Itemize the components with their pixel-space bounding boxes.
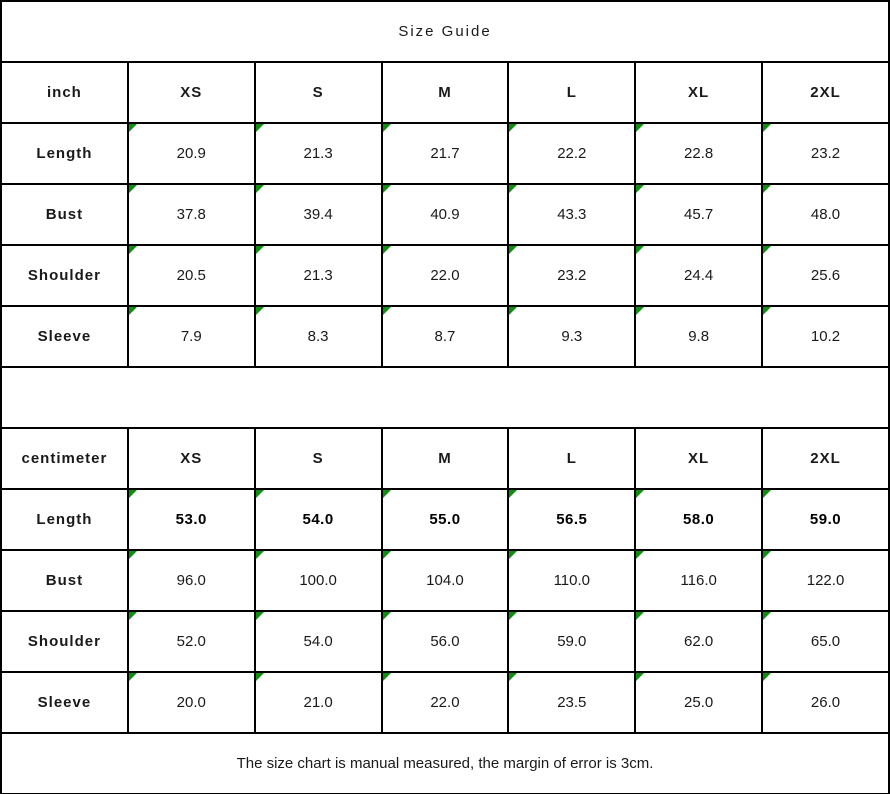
cell-corner-flag-icon (763, 124, 771, 132)
measurement-cell (128, 489, 255, 550)
measurement-value: 65.0 (810, 633, 841, 650)
cell-corner-flag-icon (763, 551, 771, 559)
cell-corner-flag-icon (636, 307, 644, 315)
size-header-2xl: 2XL (762, 62, 889, 123)
measurement-value: 96.0 (176, 572, 206, 589)
measurement-value: 10.2 (810, 328, 841, 345)
measurement-cell (382, 306, 509, 367)
row-label-length: Length (1, 489, 128, 550)
measurement-value: 8.3 (307, 328, 329, 345)
measurement-value: 59.0 (557, 633, 587, 650)
cell-corner-flag-icon (383, 612, 391, 620)
cell-corner-flag-icon (509, 307, 517, 315)
footer-note: The size chart is manual measured, the margin of error is 3cm. (1, 733, 889, 794)
measurement-cell (762, 672, 889, 733)
measurement-value: 59.0 (809, 511, 842, 528)
row-label-sleeve: Sleeve (1, 306, 128, 367)
size-header-xl: XL (635, 62, 762, 123)
cell-corner-flag-icon (383, 673, 391, 681)
measurement-cell (382, 672, 509, 733)
cell-corner-flag-icon (256, 124, 264, 132)
measurement-value: 23.5 (557, 694, 587, 711)
cell-corner-flag-icon (509, 246, 517, 254)
spacer-row (1, 367, 889, 428)
cell-corner-flag-icon (636, 673, 644, 681)
cell-corner-flag-icon (256, 246, 264, 254)
row-label-length: Length (1, 123, 128, 184)
cell-corner-flag-icon (763, 490, 771, 498)
measurement-cell (128, 123, 255, 184)
measurement-value: 8.7 (434, 328, 456, 345)
measurement-cell (762, 245, 889, 306)
size-header-m: M (382, 428, 509, 489)
measurement-value: 56.5 (556, 511, 588, 528)
measurement-cell (508, 123, 635, 184)
cell-corner-flag-icon (763, 612, 771, 620)
cell-corner-flag-icon (383, 551, 391, 559)
measurement-cell (128, 184, 255, 245)
cell-corner-flag-icon (129, 185, 137, 193)
data-row-inch-shoulder (1, 245, 889, 306)
measurement-value: 116.0 (680, 572, 717, 589)
measurement-value: 54.0 (302, 511, 334, 528)
measurement-cell (635, 672, 762, 733)
measurement-cell (635, 611, 762, 672)
measurement-cell (635, 184, 762, 245)
measurement-value: 53.0 (175, 511, 207, 528)
data-row-centimeter-shoulder (1, 611, 889, 672)
measurement-cell (635, 245, 762, 306)
measurement-value: 54.0 (303, 633, 333, 650)
measurement-value: 104.0 (426, 572, 464, 589)
cell-corner-flag-icon (383, 124, 391, 132)
measurement-cell (255, 550, 382, 611)
cell-corner-flag-icon (509, 673, 517, 681)
cell-corner-flag-icon (256, 307, 264, 315)
measurement-cell (382, 245, 509, 306)
size-header-2xl: 2XL (762, 428, 889, 489)
cell-corner-flag-icon (256, 612, 264, 620)
measurement-value: 55.0 (429, 511, 461, 528)
measurement-value: 40.9 (430, 206, 460, 223)
measurement-cell (762, 306, 889, 367)
data-row-centimeter-sleeve (1, 672, 889, 733)
measurement-cell (508, 306, 635, 367)
measurement-cell (255, 306, 382, 367)
measurement-cell (508, 550, 635, 611)
cell-corner-flag-icon (129, 246, 137, 254)
row-label-bust: Bust (1, 184, 128, 245)
cell-corner-flag-icon (636, 612, 644, 620)
size-header-l: L (508, 62, 635, 123)
row-label-bust: Bust (1, 550, 128, 611)
measurement-cell (762, 550, 889, 611)
cell-corner-flag-icon (256, 185, 264, 193)
data-row-inch-bust (1, 184, 889, 245)
size-header-xs: XS (128, 428, 255, 489)
measurement-value: 39.4 (303, 206, 333, 223)
cell-corner-flag-icon (509, 551, 517, 559)
data-row-centimeter-length (1, 489, 889, 550)
cell-corner-flag-icon (383, 246, 391, 254)
cell-corner-flag-icon (509, 185, 517, 193)
measurement-cell (762, 123, 889, 184)
row-label-shoulder: Shoulder (1, 245, 128, 306)
measurement-cell (762, 489, 889, 550)
measurement-cell (382, 489, 509, 550)
measurement-value: 100.0 (299, 572, 337, 589)
cell-corner-flag-icon (636, 124, 644, 132)
cell-corner-flag-icon (763, 246, 771, 254)
measurement-value: 23.2 (810, 145, 841, 162)
measurement-value: 25.6 (810, 267, 841, 284)
cell-corner-flag-icon (256, 673, 264, 681)
measurement-cell (128, 672, 255, 733)
footer-row (1, 733, 889, 794)
measurement-cell (128, 611, 255, 672)
cell-corner-flag-icon (129, 673, 137, 681)
measurement-cell (382, 550, 509, 611)
measurement-value: 43.3 (557, 206, 587, 223)
measurement-value: 45.7 (684, 206, 714, 223)
size-header-xs: XS (128, 62, 255, 123)
measurement-cell (255, 184, 382, 245)
measurement-value: 24.4 (684, 267, 714, 284)
measurement-cell (382, 184, 509, 245)
measurement-value: 20.9 (176, 145, 206, 162)
measurement-value: 7.9 (180, 328, 202, 345)
measurement-cell (508, 672, 635, 733)
measurement-value: 21.3 (303, 145, 333, 162)
cell-corner-flag-icon (636, 185, 644, 193)
header-row-centimeter (1, 428, 889, 489)
measurement-value: 21.0 (303, 694, 333, 711)
cell-corner-flag-icon (636, 246, 644, 254)
measurement-value: 52.0 (176, 633, 206, 650)
row-label-sleeve: Sleeve (1, 672, 128, 733)
measurement-cell (508, 611, 635, 672)
measurement-value: 21.3 (303, 267, 333, 284)
measurement-value: 25.0 (684, 694, 714, 711)
data-row-inch-sleeve (1, 306, 889, 367)
measurement-cell (635, 123, 762, 184)
row-label-shoulder: Shoulder (1, 611, 128, 672)
measurement-cell (255, 245, 382, 306)
cell-corner-flag-icon (636, 490, 644, 498)
size-guide-table-body (1, 1, 889, 794)
measurement-cell (635, 489, 762, 550)
measurement-value: 122.0 (806, 572, 845, 589)
measurement-value: 20.5 (176, 267, 206, 284)
size-header-s: S (255, 428, 382, 489)
measurement-cell (382, 123, 509, 184)
page-title: Size Guide (1, 1, 889, 62)
cell-corner-flag-icon (129, 307, 137, 315)
measurement-value: 21.7 (430, 145, 460, 162)
cell-corner-flag-icon (129, 490, 137, 498)
measurement-cell (508, 184, 635, 245)
cell-corner-flag-icon (129, 612, 137, 620)
measurement-value: 62.0 (684, 633, 714, 650)
size-header-m: M (382, 62, 509, 123)
measurement-value: 48.0 (810, 206, 841, 223)
cell-corner-flag-icon (509, 490, 517, 498)
size-header-l: L (508, 428, 635, 489)
unit-header-centimeter: centimeter (1, 428, 128, 489)
cell-corner-flag-icon (763, 307, 771, 315)
data-row-centimeter-bust (1, 550, 889, 611)
measurement-cell (762, 611, 889, 672)
cell-corner-flag-icon (509, 124, 517, 132)
measurement-value: 22.0 (430, 267, 460, 284)
measurement-cell (635, 550, 762, 611)
cell-corner-flag-icon (256, 551, 264, 559)
measurement-cell (382, 611, 509, 672)
measurement-cell (128, 245, 255, 306)
data-row-inch-length (1, 123, 889, 184)
measurement-cell (508, 245, 635, 306)
size-header-s: S (255, 62, 382, 123)
measurement-value: 58.0 (683, 511, 715, 528)
measurement-value: 9.8 (688, 328, 710, 345)
cell-corner-flag-icon (383, 185, 391, 193)
cell-corner-flag-icon (509, 612, 517, 620)
cell-corner-flag-icon (763, 673, 771, 681)
measurement-value: 9.3 (561, 328, 583, 345)
cell-corner-flag-icon (636, 551, 644, 559)
measurement-value: 22.2 (557, 145, 587, 162)
measurement-value: 22.0 (430, 694, 460, 711)
size-header-xl: XL (635, 428, 762, 489)
measurement-value: 26.0 (810, 694, 841, 711)
spacer-cell (1, 367, 889, 428)
unit-header-inch: inch (1, 62, 128, 123)
cell-corner-flag-icon (129, 124, 137, 132)
measurement-value: 20.0 (176, 694, 206, 711)
measurement-value: 110.0 (553, 572, 591, 589)
measurement-value: 22.8 (684, 145, 714, 162)
cell-corner-flag-icon (383, 490, 391, 498)
cell-corner-flag-icon (763, 185, 771, 193)
header-row-inch (1, 62, 889, 123)
measurement-value: 56.0 (430, 633, 460, 650)
measurement-cell (255, 672, 382, 733)
measurement-cell (255, 489, 382, 550)
measurement-cell (255, 123, 382, 184)
measurement-cell (508, 489, 635, 550)
measurement-cell (128, 306, 255, 367)
measurement-cell (128, 550, 255, 611)
cell-corner-flag-icon (383, 307, 391, 315)
measurement-value: 23.2 (557, 267, 587, 284)
title-row (1, 1, 889, 62)
cell-corner-flag-icon (129, 551, 137, 559)
measurement-value: 37.8 (176, 206, 206, 223)
measurement-cell (255, 611, 382, 672)
measurement-cell (635, 306, 762, 367)
measurement-cell (762, 184, 889, 245)
cell-corner-flag-icon (256, 490, 264, 498)
